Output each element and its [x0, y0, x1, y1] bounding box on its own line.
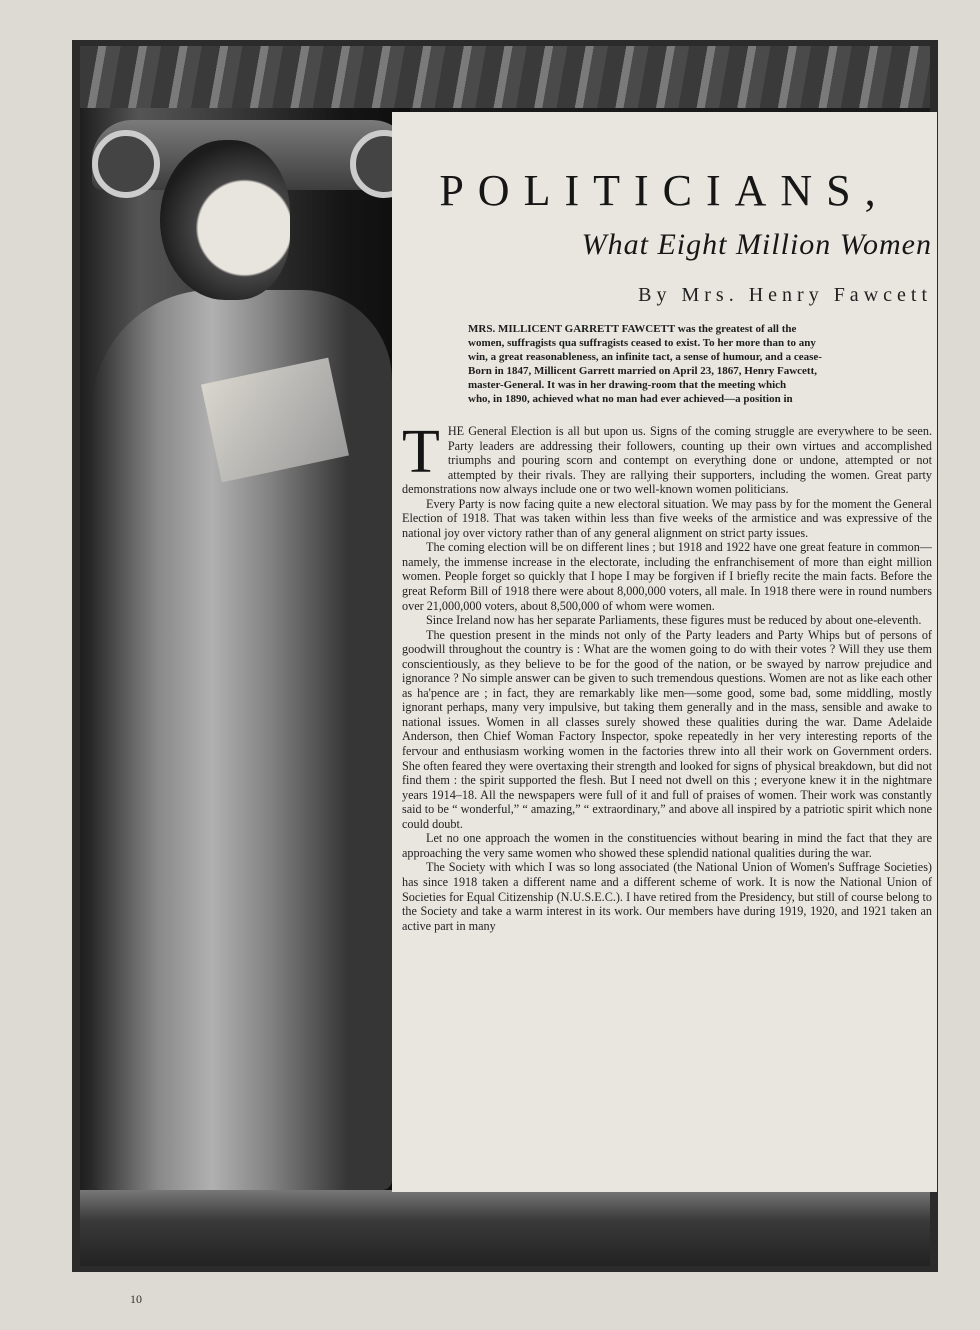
drop-cap: T	[402, 418, 440, 486]
article-subtitle: What Eight Million Women	[581, 228, 932, 261]
intro-line: women, suffragists qua suffragists ceased to exist. To her more than to any	[468, 337, 816, 349]
body-paragraph: Let no one approach the women in the constituencies without bearing in mind the fact that they are approaching the very same women who showed these splendid national qualities during the war.	[402, 831, 932, 860]
body-paragraph: Since Ireland now has her separate Parliaments, these figures must be reduced by about one-eleventh.	[426, 613, 922, 628]
body-paragraph: The Society with which I was so long associated (the National Union of Women's Suffrage Societies) has since 1918 taken a different name and a different scheme of work. It is now the National Union of Societies for Equal Citizenship (N.U.S.E.C.). I have retired from the Presidency, but still of course belong to the Society and take a warm interest in its work. Our members have during 1919, 1920, and 1921 taken an active part in many	[402, 860, 932, 933]
body-paragraph: The coming election will be on different lines ; but 1918 and 1922 have one great feature in common—namely, the immense increase in the electorate, including the enfranchisement of more than eight million women. People forget so quickly that I hope I may be forgiven if I briefly recite the main facts. Before the great Reform Bill of 1918 there were about 8,000,000 voters, all male. In 1918 there were in round numbers over 21,000,000 voters, about 8,500,000 of whom were women.	[402, 540, 932, 613]
article-body	[402, 418, 932, 933]
intro-line: Born in 1847, Millicent Garrett married on April 23, 1867, Henry Fawcett,	[468, 365, 817, 377]
page-number: 10	[130, 1292, 142, 1306]
body-paragraph: Every Party is now facing quite a new electoral situation. We may pass by for the moment the General Election of 1918. That was taken within less than five weeks of the armistice and was expressive of the national joy over victory rather than of any general alignment on strict party issues.	[402, 496, 932, 540]
intro-line: MRS. MILLICENT GARRETT FAWCETT was the greatest of all the	[468, 323, 797, 335]
decorative-frieze	[80, 46, 930, 114]
body-paragraph	[402, 418, 932, 497]
left-volute-ornament	[92, 130, 160, 198]
author-introduction	[468, 322, 930, 406]
woman-head-illustration	[160, 140, 290, 300]
body-paragraph: The question present in the minds not only of the Party leaders and Party Whips but of persons of goodwill throughout the country is : What are the women going to do with their votes ? Will they use them conscientiously, as they believe to be for the good of the nation, or be swayed by narrow prejudice and ignorance ? No simple answer can be given to such tremendous questions. Women are not as like each other as ha'pence are ; in fact, they are remarkably like men—some good, some bad, some middling, mostly ignorant perhaps, many very impulsive, but taking them generally and in the mass, sensible and awake to national issues. Women in all classes surely showed these qualities during the war. Dame Adelaide Anderson, then Chief Woman Factory Inspector, spoke repeatedly in her very interesting reports of the fervour and enthusiasm working women in the factories threw into all their work on Government orders. She often feared they were overtaxing their strength and looked for signs of physical breakdown, but did not find them : the spirit supported the flesh. But I need not dwell on this ; everyone knew it in the nightmare years 1914–18. All the newspapers were full of it and full of praises of women. Their work was constantly said to be “ wonderful,” “ amazing,” “ extraordinary,” and above all inspired by a patriotic spirit which none could doubt.	[402, 627, 932, 831]
paragraph-text: HE General Election is all but upon us. Signs of the coming struggle are everywhere to be seen. Party leaders are addressing their followers, counting up their own virtues and accomplished triumphs and pouring scorn and contempt on everything done or undone, attempted or not attempted by their rivals. They are rallying their supporters, including the women. Great party demonstrations now always include one or two well-known women politicians.	[402, 424, 932, 497]
article-title: POLITICIANS,	[439, 166, 890, 215]
intro-line: master-General. It was in her drawing-room that the meeting which	[468, 379, 787, 391]
pedestal-base	[80, 1190, 930, 1266]
intro-line: win, a great reasonableness, an infinite tact, a sense of humour, and a cease-	[468, 351, 822, 363]
intro-line: who, in 1890, achieved what no man had ever achieved—a position in	[468, 393, 793, 405]
article-byline: By Mrs. Henry Fawcett	[638, 284, 932, 306]
